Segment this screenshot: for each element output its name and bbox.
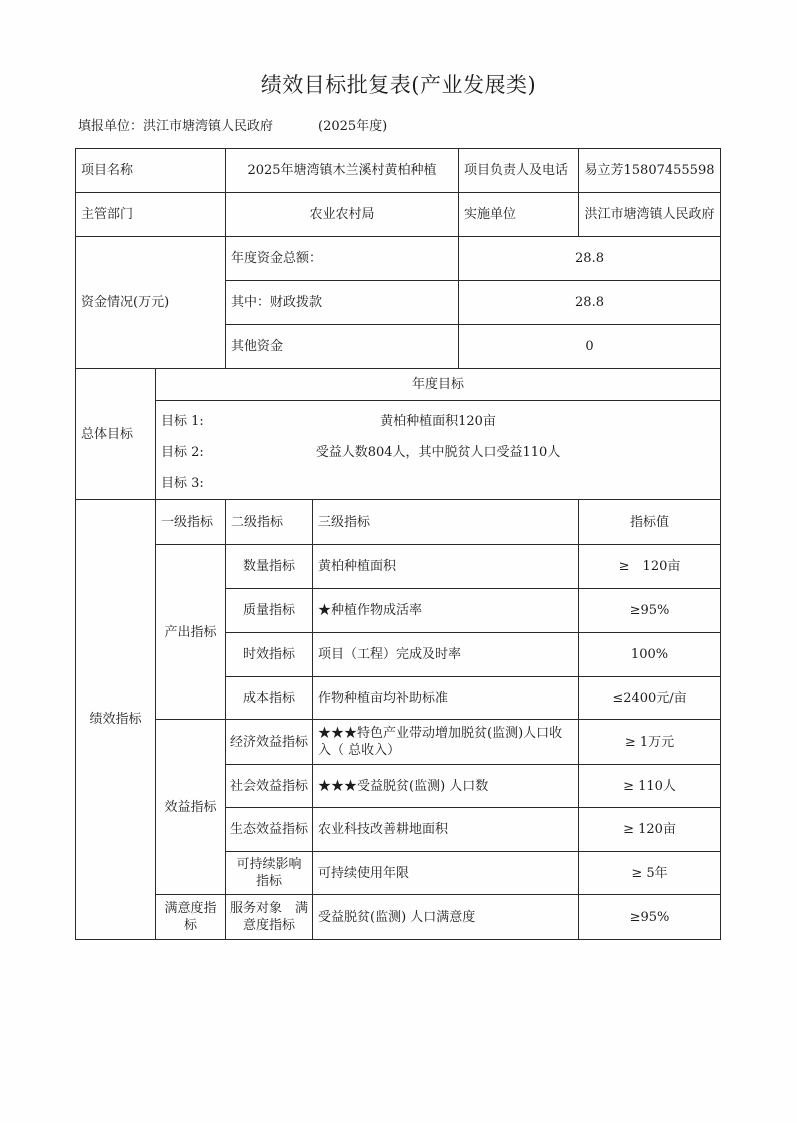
overall-header-row	[76, 369, 721, 401]
annual-targets	[156, 401, 721, 500]
target-value: 黄柏种植面积120亩	[380, 414, 496, 429]
reporting-unit: 填报单位：洪江市塘湾镇人民政府	[78, 119, 274, 134]
level1-indicator	[156, 895, 226, 940]
indicator-value: ≥95%	[579, 589, 721, 633]
indicator-value: 100%	[579, 633, 721, 677]
level1-indicator-text: 满意度指标	[164, 901, 217, 933]
level2-indicator: 质量指标	[226, 589, 313, 633]
overall-targets-row	[76, 401, 721, 500]
level2-indicator: 数量指标	[226, 545, 313, 589]
level3-indicator: 农业科技改善耕地面积	[313, 808, 579, 852]
level3-indicator: 项目（工程）完成及时率	[313, 633, 579, 677]
level3-indicator: 黄柏种植面积	[313, 545, 579, 589]
target-label: 目标 2:	[161, 445, 204, 460]
performance-indicator-label: 绩效指标	[76, 500, 156, 940]
level1-header: 一级指标	[156, 500, 226, 545]
level3-indicator: ★★★特色产业带动增加脱贫(监测)人口收入（ 总收入）	[313, 720, 579, 765]
indicator-value: ≥95%	[579, 895, 721, 940]
department-value: 农业农村局	[226, 193, 459, 237]
indicator-row	[76, 895, 721, 940]
project-row	[76, 149, 721, 193]
funding-item-value: 28.8	[459, 237, 721, 281]
annual-goal-header: 年度目标	[156, 369, 721, 401]
level3-indicator: 可持续使用年限	[313, 852, 579, 895]
funding-item-label: 其他资金	[226, 325, 459, 369]
level3-indicator: 作物种植亩均补助标准	[313, 677, 579, 720]
level2-indicator-text: 可持续影响指标	[236, 857, 302, 889]
indicator-value: ≥ 120亩	[579, 808, 721, 852]
project-name-value: 2025年塘湾镇木兰溪村黄柏种植	[226, 149, 459, 193]
target-label: 目标 3:	[161, 476, 204, 491]
overall-goal-label: 总体目标	[76, 369, 156, 500]
target-value: 受益人数804人，其中脱贫人口受益110人	[315, 445, 561, 460]
indicator-value: ≤2400元/亩	[579, 677, 721, 720]
target-label: 目标 1:	[161, 414, 204, 429]
level2-indicator: 经济效益指标	[226, 720, 313, 765]
performance-target-table	[75, 148, 721, 940]
report-year: (2025年度)	[318, 119, 388, 134]
indicator-header-row	[76, 500, 721, 545]
level1-indicator: 效益指标	[156, 720, 226, 895]
funding-item-value: 0	[459, 325, 721, 369]
level2-indicator: 时效指标	[226, 633, 313, 677]
project-contact-value: 易立芳15807455598	[579, 149, 721, 193]
target-line	[156, 437, 720, 468]
level2-indicator: 生态效益指标	[226, 808, 313, 852]
level3-indicator: ★种植作物成活率	[313, 589, 579, 633]
target-line	[156, 406, 720, 437]
level1-indicator: 产出指标	[156, 545, 226, 720]
indicator-value: ≥ 1万元	[579, 720, 721, 765]
project-name-label: 项目名称	[76, 149, 226, 193]
funding-item-value: 28.8	[459, 281, 721, 325]
level2-header: 二级指标	[226, 500, 313, 545]
level2-indicator-text: 服务对象 满意度指标	[230, 901, 309, 933]
level2-indicator: 社会效益指标	[226, 765, 313, 808]
department-label: 主管部门	[76, 193, 226, 237]
funding-item-label: 其中：财政拨款	[226, 281, 459, 325]
project-contact-label: 项目负责人及电话	[459, 149, 579, 193]
target-line	[156, 468, 720, 499]
funding-row	[76, 237, 721, 281]
document-title: 绩效目标批复表(产业发展类)	[260, 73, 537, 97]
indicator-value	[579, 545, 721, 589]
level2-indicator	[226, 895, 313, 940]
level3-header: 三级指标	[313, 500, 579, 545]
level2-indicator	[226, 852, 313, 895]
level3-indicator: 受益脱贫(监测) 人口满意度	[313, 895, 579, 940]
indicator-value: ≥ 110人	[579, 765, 721, 808]
implementing-unit-value: 洪江市塘湾镇人民政府	[579, 193, 721, 237]
indicator-value-header: 指标值	[579, 500, 721, 545]
indicator-value-text: ≥ 120亩	[618, 559, 681, 574]
indicator-row	[76, 720, 721, 765]
level2-indicator: 成本指标	[226, 677, 313, 720]
implementing-unit-label: 实施单位	[459, 193, 579, 237]
indicator-value: ≥ 5年	[579, 852, 721, 895]
funding-label: 资金情况(万元)	[76, 237, 226, 369]
department-row	[76, 193, 721, 237]
level3-indicator: ★★★受益脱贫(监测) 人口数	[313, 765, 579, 808]
indicator-row	[76, 545, 721, 589]
funding-item-label: 年度资金总额：	[226, 237, 459, 281]
